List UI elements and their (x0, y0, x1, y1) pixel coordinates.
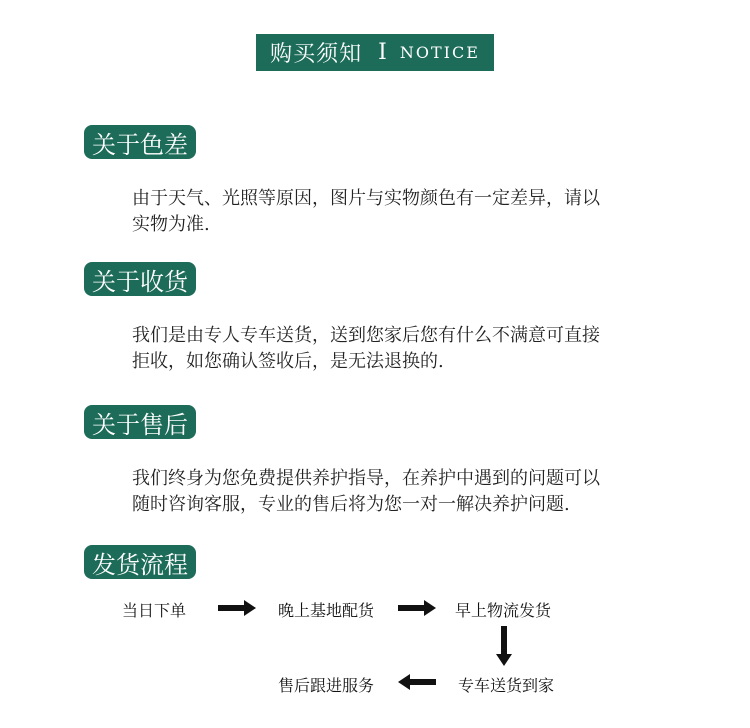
process-step-order: 当日下单 (122, 601, 187, 620)
section-body-receiving (132, 323, 662, 375)
body-line: 我们是由专人专车送货，送到您家后您有什么不满意可直接 (132, 325, 600, 346)
process-step-warehouse: 晚上基地配货 (278, 601, 375, 620)
process-step-after-sales: 售后跟进服务 (278, 676, 375, 695)
section-body-color-difference (132, 186, 662, 238)
process-step-delivery: 专车送货到家 (458, 676, 555, 695)
body-line: 由于天气、光照等原因，图片与实物颜色有一定差异，请以 (132, 188, 600, 209)
body-line: 实物为准. (132, 214, 210, 235)
section-title-color-difference: 关于色差 (84, 125, 196, 159)
arrow-right-icon (218, 600, 256, 616)
banner-separator: I (378, 40, 388, 65)
section-body-after-sales (132, 466, 662, 518)
arrow-left-icon (398, 674, 436, 690)
banner-title-cn: 购买须知 (270, 42, 363, 67)
body-line: 随时咨询客服，专业的售后将为您一对一解决养护问题. (132, 494, 570, 515)
banner-title-en: NOTICE (399, 43, 480, 62)
notice-banner (256, 34, 494, 71)
arrow-right-icon (398, 600, 436, 616)
section-title-shipping-process: 发货流程 (84, 545, 196, 579)
arrow-down-icon (496, 626, 512, 666)
section-title-after-sales: 关于售后 (84, 405, 196, 439)
section-title-receiving: 关于收货 (84, 262, 196, 296)
body-line: 拒收，如您确认签收后，是无法退换的. (132, 351, 444, 372)
process-step-logistics: 早上物流发货 (455, 601, 552, 620)
body-line: 我们终身为您免费提供养护指导，在养护中遇到的问题可以 (132, 468, 600, 489)
